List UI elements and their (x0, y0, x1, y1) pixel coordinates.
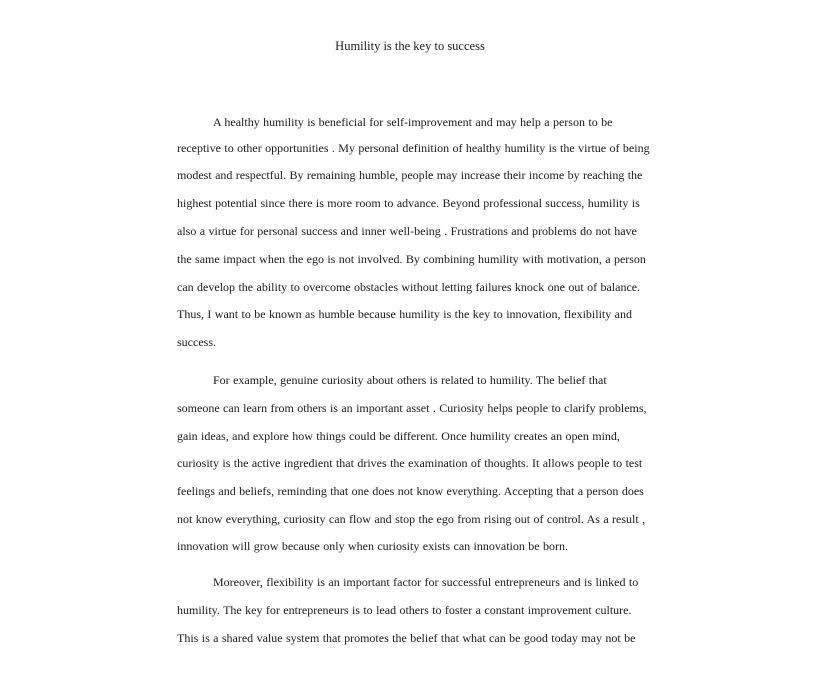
paragraph-1-line-8: Thus, I want to be known as humble because humility is the key to innovation, flexibility and (177, 307, 632, 321)
paragraph-1-line-4: highest potential since there is more room to advance. Beyond professional success, humility is (177, 196, 640, 210)
paragraph-2-line-7: innovation will grow because only when curiosity exists can innovation be born. (177, 539, 568, 553)
paragraph-2-line-3: gain ideas, and explore how things could be different. Once humility creates an open mind, (177, 429, 620, 443)
paragraph-1-line-2: receptive to other opportunities . My personal definition of healthy humility is the virtue of being (177, 141, 650, 155)
paragraph-3-line-3: This is a shared value system that promotes the belief that what can be good today may not be (177, 631, 636, 645)
paragraph-1-line-9: success. (177, 335, 216, 349)
paragraph-2-line-6: not know everything, curiosity can flow and stop the ego from rising out of control. As a result , (177, 512, 646, 526)
document-title: Humility is the key to success (335, 39, 485, 53)
paragraph-1-line-5: also a virtue for personal success and inner well-being . Frustrations and problems do not have (177, 224, 637, 238)
paragraph-2-line-5: feelings and beliefs, reminding that one does not know everything. Accepting that a person does (177, 484, 644, 498)
paragraph-2-line-1: For example, genuine curiosity about others is related to humility. The belief that (213, 373, 607, 387)
paragraph-1-line-1: A healthy humility is beneficial for self-improvement and may help a person to be (213, 115, 613, 129)
paragraph-2-line-2: someone can learn from others is an important asset . Curiosity helps people to clarify problems, (177, 401, 647, 415)
paragraph-2-line-4: curiosity is the active ingredient that drives the examination of thoughts. It allows people to test (177, 456, 643, 470)
paragraph-1-line-6: the same impact when the ego is not involved. By combining humility with motivation, a person (177, 252, 646, 266)
paragraph-3-line-1: Moreover, flexibility is an important factor for successful entrepreneurs and is linked to (213, 575, 639, 589)
paragraph-1-line-7: can develop the ability to overcome obstacles without letting failures knock one out of balance. (177, 280, 641, 294)
paragraph-3-line-2: humility. The key for entrepreneurs is to lead others to foster a constant improvement culture. (177, 603, 632, 617)
paragraph-1-line-3: modest and respectful. By remaining humble, people may increase their income by reaching the (177, 168, 643, 182)
